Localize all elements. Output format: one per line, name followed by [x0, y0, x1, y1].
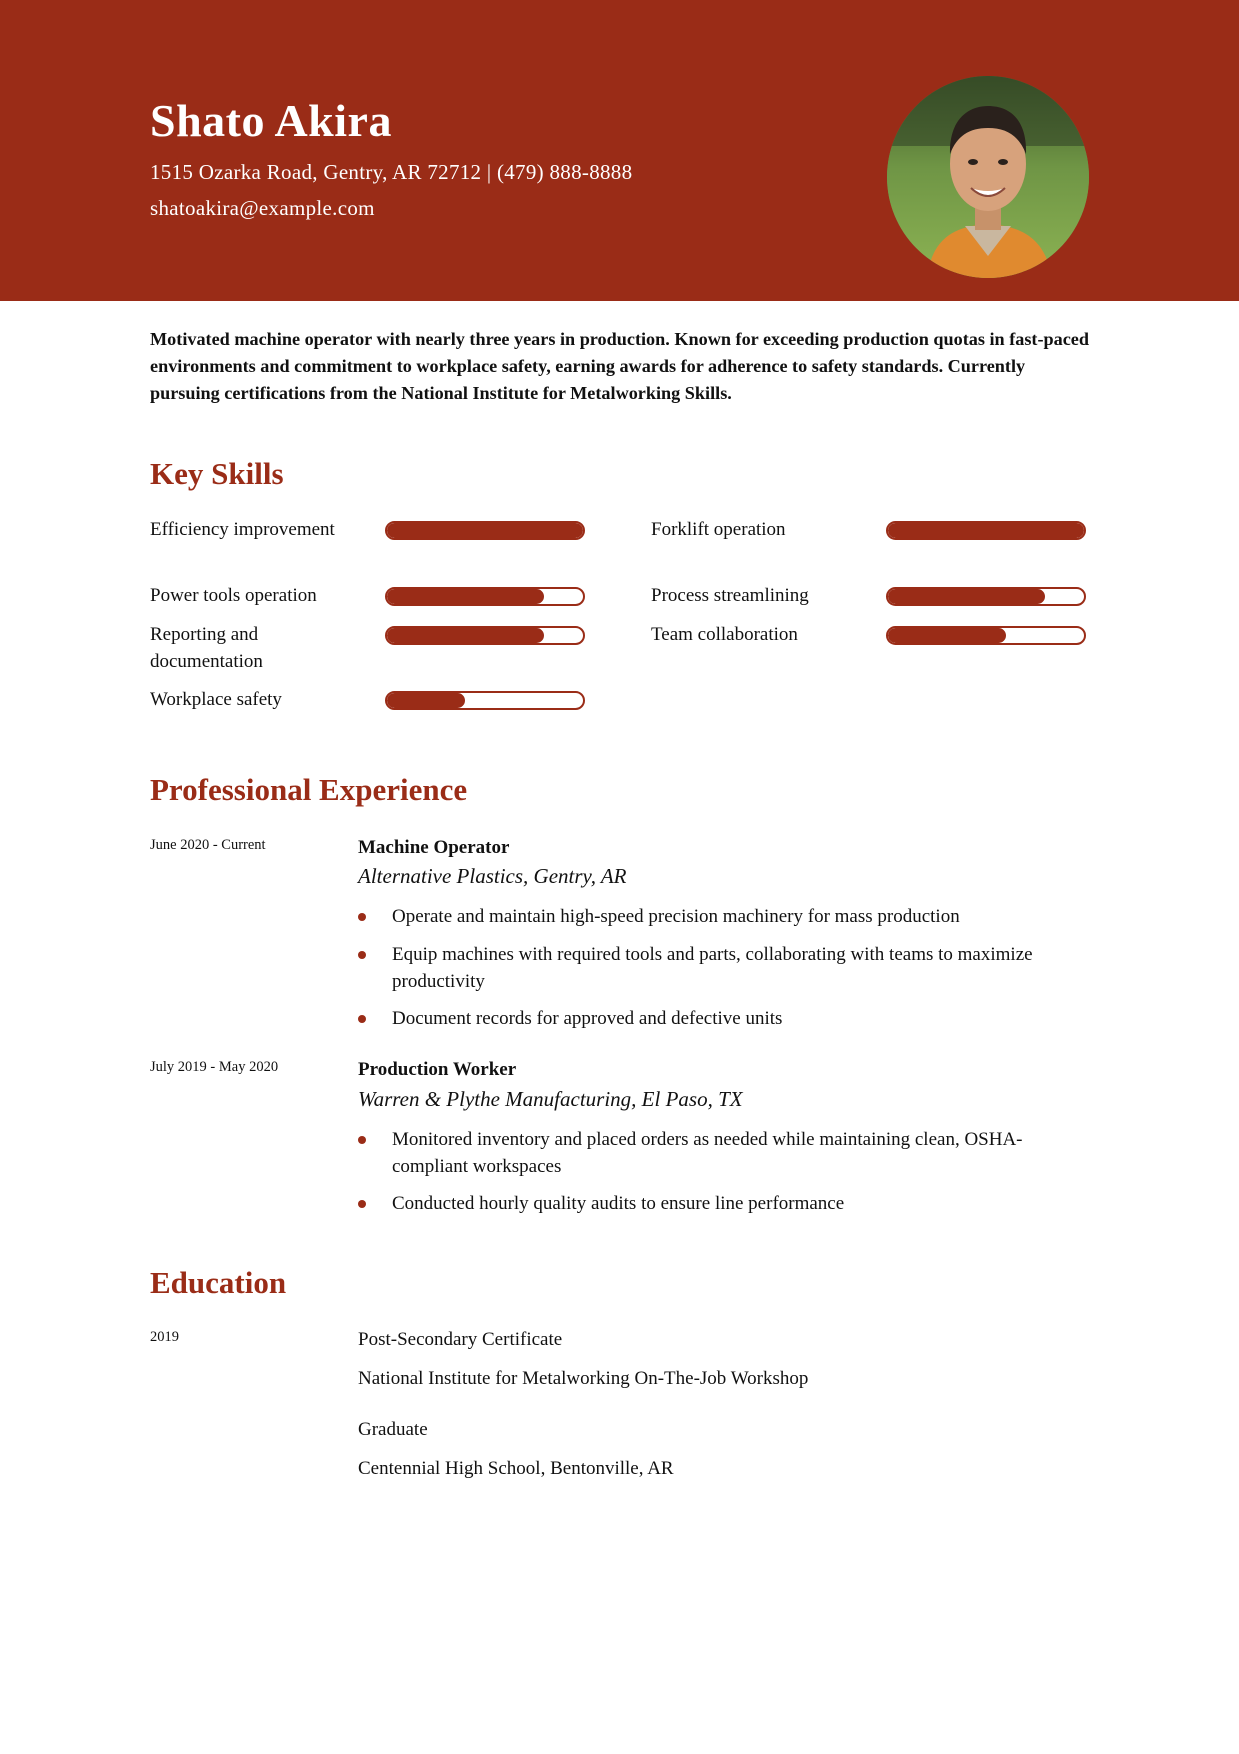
- candidate-name: Shato Akira: [150, 95, 392, 146]
- education-degree: Graduate: [358, 1419, 428, 1440]
- skill-level-bar: [385, 626, 585, 645]
- skill-level-bar: [886, 626, 1086, 645]
- job-bullet: [358, 1126, 1078, 1180]
- job-bullet-text: Monitored inventory and placed orders as needed while maintaining clean, OSHA-compliant workspaces: [392, 1129, 1023, 1177]
- job-bullet-text: Conducted hourly quality audits to ensure line performance: [392, 1193, 845, 1214]
- bullet-dot-icon: [358, 1200, 366, 1208]
- skill-level-bar: [385, 521, 585, 540]
- job-dates: July 2019 - May 2020: [150, 1059, 279, 1075]
- skill-label: Efficiency improvement: [150, 519, 335, 540]
- job-bullet-text: Document records for approved and defective units: [392, 1008, 783, 1029]
- job-bullet: [358, 941, 1078, 995]
- education-school: Centennial High School, Bentonville, AR: [358, 1458, 674, 1479]
- bullet-dot-icon: [358, 1015, 366, 1023]
- education-school: National Institute for Metalworking On-The-Job Workshop: [358, 1368, 809, 1389]
- skills-section-title: Key Skills: [150, 456, 284, 491]
- job-title: Production Worker: [358, 1059, 517, 1080]
- skill-level-fill: [888, 628, 1006, 643]
- job-bullet: [358, 903, 1078, 930]
- skill-level-bar: [385, 587, 585, 606]
- skill-level-fill: [387, 628, 544, 643]
- profile-photo: [887, 76, 1089, 278]
- bullet-dot-icon: [358, 951, 366, 959]
- experience-section-title: Professional Experience: [150, 772, 468, 807]
- job-bullet-text: Operate and maintain high-speed precision machinery for mass production: [392, 906, 960, 927]
- skill-label: Team collaboration: [651, 624, 798, 645]
- job-bullet: [358, 1005, 1078, 1032]
- skill-level-bar: [886, 587, 1086, 606]
- professional-summary: Motivated machine operator with nearly three years in production. Known for exceeding production quotas in fast-paced environments and commitment to workplace safety, earning awards for adherence to safety standards. Currently pursuing certifications from the National Institute for Metalworking Skills.: [150, 329, 1089, 403]
- skill-level-fill: [387, 589, 544, 604]
- education-degree: Post-Secondary Certificate: [358, 1329, 563, 1350]
- skill-level-fill: [387, 693, 465, 708]
- skill-label: Process streamlining: [651, 585, 809, 606]
- job-dates: June 2020 - Current: [150, 837, 266, 853]
- header-banner: [0, 0, 1239, 301]
- job-company: Alternative Plastics, Gentry, AR: [358, 864, 627, 888]
- education-section-title: Education: [150, 1265, 287, 1300]
- skill-level-fill: [387, 523, 583, 538]
- bullet-dot-icon: [358, 1136, 366, 1144]
- job-bullet: [358, 1190, 1078, 1217]
- skill-label: Reporting and documentation: [150, 624, 263, 672]
- skill-label: Forklift operation: [651, 519, 786, 540]
- skill-label: Power tools operation: [150, 585, 317, 606]
- profile-photo-illustration: [887, 76, 1089, 278]
- education-year: 2019: [150, 1329, 179, 1345]
- job-bullet-text: Equip machines with required tools and parts, collaborating with teams to maximize productivity: [392, 944, 1033, 992]
- address-phone: 1515 Ozarka Road, Gentry, AR 72712 | (479) 888-8888: [150, 160, 633, 184]
- bullet-dot-icon: [358, 913, 366, 921]
- job-company: Warren & Plythe Manufacturing, El Paso, TX: [358, 1087, 743, 1111]
- skill-level-bar: [385, 691, 585, 710]
- job-title: Machine Operator: [358, 837, 510, 858]
- skill-level-fill: [888, 523, 1084, 538]
- email-address: shatoakira@example.com: [150, 196, 375, 220]
- skill-label: Workplace safety: [150, 689, 282, 710]
- skill-level-fill: [888, 589, 1045, 604]
- skill-level-bar: [886, 521, 1086, 540]
